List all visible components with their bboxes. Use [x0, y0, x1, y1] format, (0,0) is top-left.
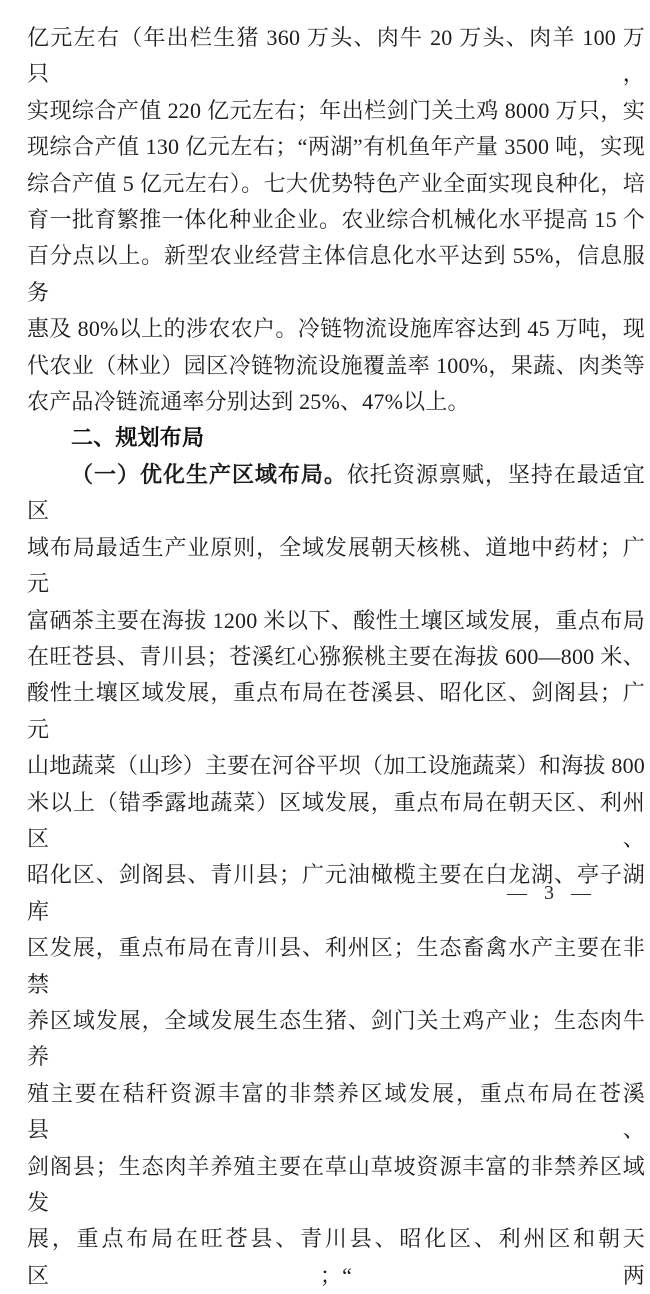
text-line: 剑阁县；生态肉羊养殖主要在草山草坡资源丰富的非禁养区域发 [27, 1153, 645, 1215]
text-line: 区发展，重点布局在青川县、利州区；生态畜禽水产主要在非禁 [27, 935, 645, 997]
text-line: 富硒茶主要在海拔 1200 米以下、酸性土壤区域发展，重点布局 [27, 607, 645, 633]
text-line: 代农业（林业）园区冷链物流设施覆盖率 100%，果蔬、肉类等 [27, 352, 645, 378]
text-line: 综合产值 5 亿元左右）。七大优势特色产业全面实现良种化，培 [27, 170, 645, 196]
text-line: 山地蔬菜（山珍）主要在河谷平坝（加工设施蔬菜）和海拔 800 [27, 753, 645, 779]
text-line: 惠及 80%以上的涉农农户。冷链物流设施库容达到 45 万吨，现 [27, 316, 645, 342]
section-heading: 二、规划布局 [71, 425, 205, 451]
text-line: 育一批育繁推一体化种业企业。农业综合机械化水平提高 15 个 [27, 207, 645, 233]
text-line: 现综合产值 130 亿元左右；“两湖”有机鱼年产量 3500 吨，实现 [27, 134, 645, 160]
text-line: 展，重点布局在旺苍县、青川县、昭化区、利州区和朝天区；“两 [27, 1226, 645, 1288]
page-number: — 3 — [507, 882, 592, 904]
text-line: 养区域发展，全域发展生态生猪、剑门关土鸡产业；生态肉牛养 [27, 1007, 645, 1070]
text-line: 亿元左右（年出栏生猪 360 万头、肉牛 20 万头、肉羊 100 万只， [27, 25, 645, 87]
text-line: 农产品冷链流通率分别达到 25%、47%以上。 [27, 389, 470, 415]
text-line: 昭化区、剑阁县、青川县；广元油橄榄主要在白龙湖、亭子湖库 [27, 862, 645, 924]
text-line: 米以上（错季露地蔬菜）区域发展，重点布局在朝天区、利州区、 [27, 789, 645, 851]
document-body [27, 20, 645, 1294]
text-line [27, 457, 645, 530]
text-line: 殖主要在秸秆资源丰富的非禁养区域发展，重点布局在苍溪县、 [27, 1080, 645, 1143]
text-line: 在旺苍县、青川县；苍溪红心猕猴桃主要在海拔 600—800 米、 [27, 643, 645, 669]
text-line: 实现综合产值 220 亿元左右；年出栏剑门关土鸡 8000 万只，实 [27, 97, 645, 123]
text-line: 酸性土壤区域发展，重点布局在苍溪县、昭化区、剑阁县；广元 [27, 680, 645, 742]
subsection-lead: （一）优化生产区域布局。 [71, 461, 347, 487]
text-line: 百分点以上。新型农业经营主体信息化水平达到 55%，信息服务 [27, 243, 645, 305]
text-run: 依托资源禀赋，坚持在最适宜区 [27, 461, 645, 524]
text-line: 域布局最适生产业原则，全域发展朝天核桃、道地中药材；广元 [27, 534, 645, 597]
